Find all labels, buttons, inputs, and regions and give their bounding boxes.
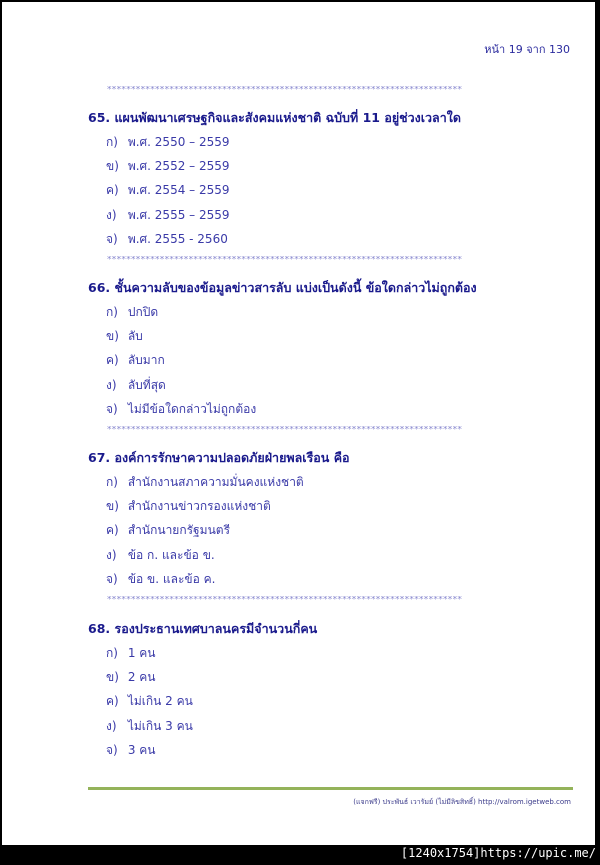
option	[106, 497, 271, 516]
option-text: พ.ศ. 2555 - 2560	[127, 232, 228, 246]
option-letter: จ)	[106, 572, 118, 586]
question-68: 68. รองประธานเทศบาลนครมีจำนวนกี่คน	[88, 621, 318, 636]
option-text: ลับที่สุด	[127, 378, 166, 392]
option	[106, 133, 230, 152]
option-text: พ.ศ. 2550 – 2559	[127, 135, 230, 149]
option-text: 3 คน	[127, 743, 156, 757]
option	[106, 546, 215, 565]
option	[106, 668, 156, 687]
question-66: 66. ชั้นความลับของข้อมูลข่าวสารลับ แบ่งเป็นดังนี้ ข้อใดกล่าวไม่ถูกต้อง	[88, 280, 477, 295]
option-text: สำนักนายกรัฐมนตรี	[127, 523, 231, 537]
option-text: พ.ศ. 2555 – 2559	[127, 208, 230, 222]
option-text: ไม่มีข้อใดกล่าวไม่ถูกต้อง	[127, 402, 257, 416]
option-text: ลับ	[127, 329, 143, 343]
option	[106, 521, 230, 540]
footer-credit: (แจกฟรี) ประพันธ์ เวารัมย์ (ไม่มีลิขสิทธิ์) http://valrom.igetweb.com	[353, 798, 571, 806]
option-letter: ง)	[106, 719, 117, 733]
option-letter: ข)	[106, 499, 119, 513]
option	[106, 376, 166, 395]
option	[106, 303, 158, 322]
option-letter: ก)	[106, 305, 118, 319]
option	[106, 230, 228, 249]
option-letter: ค)	[106, 183, 119, 197]
option-letter: ข)	[106, 329, 119, 343]
option-text: ไม่เกิน 2 คน	[127, 694, 193, 708]
option	[106, 351, 165, 370]
footer-divider	[88, 787, 573, 790]
option-text: พ.ศ. 2554 – 2559	[127, 183, 230, 197]
option-letter: ง)	[106, 208, 117, 222]
option-letter: ก)	[106, 135, 118, 149]
option	[106, 473, 304, 492]
option	[106, 644, 156, 663]
option-letter: ก)	[106, 646, 118, 660]
option-text: สำนักงานข่าวกรองแห่งชาติ	[127, 499, 271, 513]
option-letter: จ)	[106, 402, 118, 416]
option-letter: ค)	[106, 353, 119, 367]
option	[106, 400, 256, 419]
option-letter: จ)	[106, 743, 118, 757]
option	[106, 206, 230, 225]
option-text: ข้อ ข. และข้อ ค.	[127, 572, 216, 586]
option-text: ไม่เกิน 3 คน	[127, 719, 193, 733]
separator: **************************************************************************	[107, 86, 463, 94]
option-text: ข้อ ก. และข้อ ข.	[127, 548, 215, 562]
option-text: พ.ศ. 2552 – 2559	[127, 159, 230, 173]
separator: **************************************************************************	[107, 426, 463, 434]
page-indicator: หน้า 19 จาก 130	[484, 43, 570, 56]
option	[106, 157, 230, 176]
option-text: ลับมาก	[127, 353, 165, 367]
option-letter: ง)	[106, 378, 117, 392]
option-text: ปกปิด	[127, 305, 159, 319]
option-letter: ค)	[106, 523, 119, 537]
question-65: 65. แผนพัฒนาเศรษฐกิจและสังคมแห่งชาติ ฉบับที่ 11 อยู่ช่วงเวลาใด	[88, 110, 461, 125]
image-watermark: [1240x1754]https://upic.me/	[400, 846, 596, 860]
option	[106, 570, 215, 589]
option-text: สำนักงานสภาความมั่นคงแห่งชาติ	[127, 475, 304, 489]
question-67: 67. องค์การรักษาความปลอดภัยฝ่ายพลเรือน คือ	[88, 450, 350, 465]
option-letter: ง)	[106, 548, 117, 562]
option	[106, 717, 193, 736]
option-letter: ข)	[106, 159, 119, 173]
option-letter: จ)	[106, 232, 118, 246]
option	[106, 741, 156, 760]
separator: **************************************************************************	[107, 596, 463, 604]
option	[106, 181, 230, 200]
option-letter: ค)	[106, 694, 119, 708]
option-letter: ก)	[106, 475, 118, 489]
separator: **************************************************************************	[107, 256, 463, 264]
document-page	[2, 2, 595, 845]
option	[106, 327, 143, 346]
option-letter: ข)	[106, 670, 119, 684]
option-text: 1 คน	[127, 646, 156, 660]
option-text: 2 คน	[127, 670, 156, 684]
option	[106, 692, 193, 711]
